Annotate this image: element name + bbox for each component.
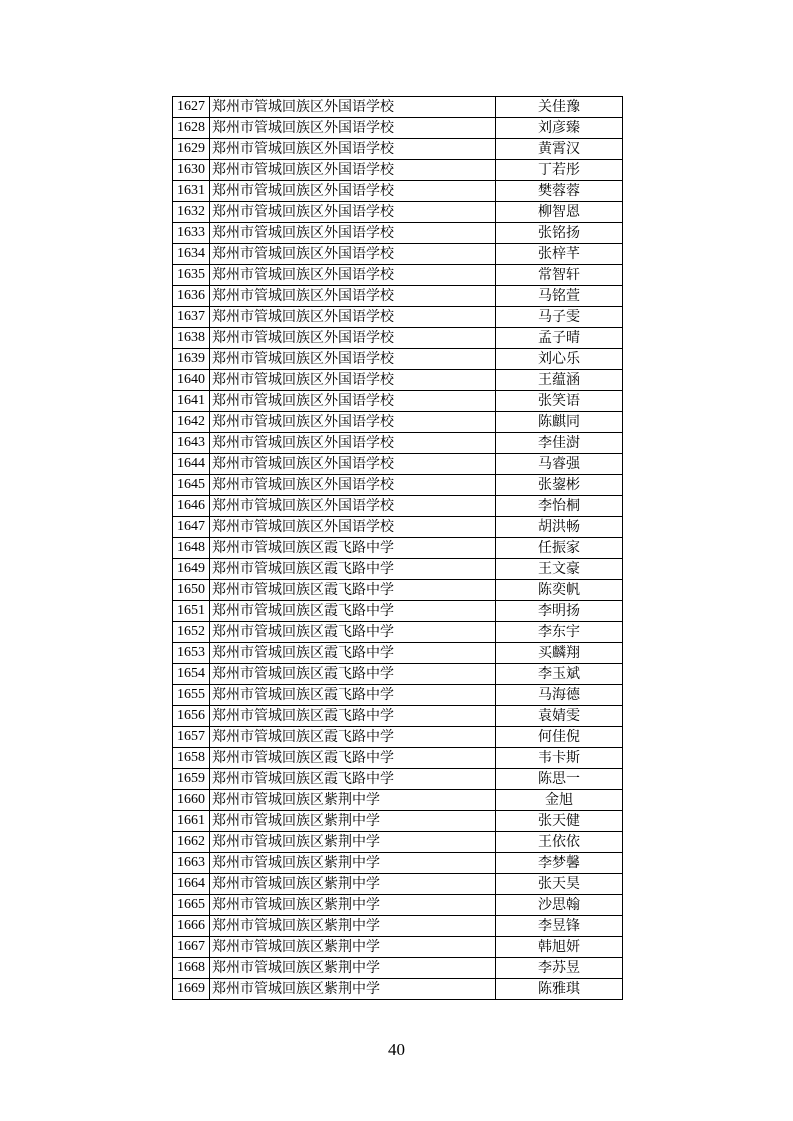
table-row (173, 517, 623, 538)
student-name-cell: 王依依 (496, 832, 623, 853)
row-number-cell: 1667 (173, 937, 210, 958)
row-number-cell: 1647 (173, 517, 210, 538)
table-row (173, 118, 623, 139)
student-name-cell: 关佳豫 (496, 97, 623, 118)
row-number-cell: 1639 (173, 349, 210, 370)
school-cell: 郑州市管城回族区外国语学校 (210, 223, 496, 244)
table-row (173, 496, 623, 517)
student-name-cell: 李玉斌 (496, 664, 623, 685)
row-number-cell: 1650 (173, 580, 210, 601)
school-cell: 郑州市管城回族区霞飞路中学 (210, 685, 496, 706)
school-cell: 郑州市管城回族区紫荆中学 (210, 790, 496, 811)
student-name-cell: 张铭扬 (496, 223, 623, 244)
school-cell: 郑州市管城回族区紫荆中学 (210, 916, 496, 937)
student-name-cell: 张天昊 (496, 874, 623, 895)
school-cell: 郑州市管城回族区紫荆中学 (210, 937, 496, 958)
school-cell: 郑州市管城回族区外国语学校 (210, 412, 496, 433)
school-cell: 郑州市管城回族区紫荆中学 (210, 958, 496, 979)
table-row (173, 769, 623, 790)
row-number-cell: 1629 (173, 139, 210, 160)
school-cell: 郑州市管城回族区紫荆中学 (210, 811, 496, 832)
table-row (173, 643, 623, 664)
page-number: 40 (388, 1040, 405, 1059)
student-name-cell: 陈思一 (496, 769, 623, 790)
school-cell: 郑州市管城回族区外国语学校 (210, 496, 496, 517)
table-row (173, 454, 623, 475)
row-number-cell: 1633 (173, 223, 210, 244)
row-number-cell: 1634 (173, 244, 210, 265)
school-cell: 郑州市管城回族区外国语学校 (210, 286, 496, 307)
school-cell: 郑州市管城回族区外国语学校 (210, 265, 496, 286)
row-number-cell: 1661 (173, 811, 210, 832)
student-name-cell: 张笑语 (496, 391, 623, 412)
school-cell: 郑州市管城回族区外国语学校 (210, 118, 496, 139)
table-row (173, 202, 623, 223)
table-row (173, 727, 623, 748)
school-cell: 郑州市管城回族区霞飞路中学 (210, 580, 496, 601)
row-number-cell: 1649 (173, 559, 210, 580)
school-cell: 郑州市管城回族区霞飞路中学 (210, 706, 496, 727)
student-name-cell: 柳智恩 (496, 202, 623, 223)
school-cell: 郑州市管城回族区外国语学校 (210, 244, 496, 265)
row-number-cell: 1630 (173, 160, 210, 181)
student-name-cell: 刘彦臻 (496, 118, 623, 139)
table-row (173, 979, 623, 1000)
row-number-cell: 1659 (173, 769, 210, 790)
student-name-cell: 陈奕帆 (496, 580, 623, 601)
student-name-cell: 袁婧雯 (496, 706, 623, 727)
school-cell: 郑州市管城回族区霞飞路中学 (210, 601, 496, 622)
school-cell: 郑州市管城回族区外国语学校 (210, 307, 496, 328)
row-number-cell: 1641 (173, 391, 210, 412)
row-number-cell: 1652 (173, 622, 210, 643)
student-name-cell: 马睿强 (496, 454, 623, 475)
row-number-cell: 1653 (173, 643, 210, 664)
student-name-cell: 马子雯 (496, 307, 623, 328)
student-name-cell: 陈雅琪 (496, 979, 623, 1000)
row-number-cell: 1665 (173, 895, 210, 916)
school-cell: 郑州市管城回族区外国语学校 (210, 181, 496, 202)
table-row (173, 97, 623, 118)
table-row (173, 160, 623, 181)
student-name-cell: 孟子晴 (496, 328, 623, 349)
table-row (173, 853, 623, 874)
row-number-cell: 1640 (173, 370, 210, 391)
student-name-cell: 李怡桐 (496, 496, 623, 517)
school-cell: 郑州市管城回族区外国语学校 (210, 475, 496, 496)
table-row (173, 223, 623, 244)
table-row (173, 349, 623, 370)
row-number-cell: 1654 (173, 664, 210, 685)
row-number-cell: 1657 (173, 727, 210, 748)
student-name-cell: 王文豪 (496, 559, 623, 580)
student-name-cell: 李东宇 (496, 622, 623, 643)
row-number-cell: 1662 (173, 832, 210, 853)
row-number-cell: 1631 (173, 181, 210, 202)
row-number-cell: 1663 (173, 853, 210, 874)
student-name-cell: 李梦馨 (496, 853, 623, 874)
student-name-cell: 李佳澍 (496, 433, 623, 454)
table-row (173, 916, 623, 937)
row-number-cell: 1644 (173, 454, 210, 475)
table-row (173, 412, 623, 433)
table-row (173, 895, 623, 916)
school-cell: 郑州市管城回族区紫荆中学 (210, 874, 496, 895)
school-cell: 郑州市管城回族区外国语学校 (210, 97, 496, 118)
school-cell: 郑州市管城回族区外国语学校 (210, 349, 496, 370)
table-row (173, 664, 623, 685)
student-name-cell: 沙思翰 (496, 895, 623, 916)
table-row (173, 580, 623, 601)
student-name-cell: 何佳倪 (496, 727, 623, 748)
table-row (173, 685, 623, 706)
school-cell: 郑州市管城回族区霞飞路中学 (210, 664, 496, 685)
table-row (173, 937, 623, 958)
student-name-cell: 陈麒同 (496, 412, 623, 433)
row-number-cell: 1635 (173, 265, 210, 286)
row-number-cell: 1643 (173, 433, 210, 454)
table-row (173, 601, 623, 622)
table-row (173, 265, 623, 286)
row-number-cell: 1646 (173, 496, 210, 517)
student-name-cell: 李明扬 (496, 601, 623, 622)
row-number-cell: 1660 (173, 790, 210, 811)
student-name-cell: 马海德 (496, 685, 623, 706)
student-name-cell: 黄霄汉 (496, 139, 623, 160)
table-row (173, 370, 623, 391)
student-name-cell: 任振家 (496, 538, 623, 559)
row-number-cell: 1666 (173, 916, 210, 937)
table-row (173, 328, 623, 349)
student-name-cell: 张天健 (496, 811, 623, 832)
school-cell: 郑州市管城回族区霞飞路中学 (210, 643, 496, 664)
school-cell: 郑州市管城回族区霞飞路中学 (210, 538, 496, 559)
table-row (173, 286, 623, 307)
row-number-cell: 1642 (173, 412, 210, 433)
row-number-cell: 1655 (173, 685, 210, 706)
student-name-cell: 韩旭妍 (496, 937, 623, 958)
school-cell: 郑州市管城回族区外国语学校 (210, 139, 496, 160)
row-number-cell: 1648 (173, 538, 210, 559)
row-number-cell: 1637 (173, 307, 210, 328)
row-number-cell: 1627 (173, 97, 210, 118)
school-cell: 郑州市管城回族区紫荆中学 (210, 853, 496, 874)
table-row (173, 538, 623, 559)
table-row (173, 748, 623, 769)
school-cell: 郑州市管城回族区紫荆中学 (210, 895, 496, 916)
school-cell: 郑州市管城回族区外国语学校 (210, 370, 496, 391)
row-number-cell: 1664 (173, 874, 210, 895)
row-number-cell: 1632 (173, 202, 210, 223)
row-number-cell: 1638 (173, 328, 210, 349)
student-name-cell: 王蕴涵 (496, 370, 623, 391)
student-name-cell: 常智轩 (496, 265, 623, 286)
school-cell: 郑州市管城回族区外国语学校 (210, 160, 496, 181)
school-cell: 郑州市管城回族区霞飞路中学 (210, 727, 496, 748)
student-name-cell: 李苏昱 (496, 958, 623, 979)
table-row (173, 433, 623, 454)
table-row (173, 475, 623, 496)
table-row (173, 811, 623, 832)
school-cell: 郑州市管城回族区外国语学校 (210, 517, 496, 538)
roster-body (173, 97, 623, 1000)
table-row (173, 832, 623, 853)
row-number-cell: 1656 (173, 706, 210, 727)
row-number-cell: 1628 (173, 118, 210, 139)
student-name-cell: 丁若彤 (496, 160, 623, 181)
student-name-cell: 金旭 (496, 790, 623, 811)
student-name-cell: 张鋆彬 (496, 475, 623, 496)
student-name-cell: 樊蓉蓉 (496, 181, 623, 202)
table-row (173, 874, 623, 895)
student-name-cell: 李昱锋 (496, 916, 623, 937)
school-cell: 郑州市管城回族区外国语学校 (210, 454, 496, 475)
row-number-cell: 1669 (173, 979, 210, 1000)
school-cell: 郑州市管城回族区外国语学校 (210, 328, 496, 349)
student-name-cell: 买麟翔 (496, 643, 623, 664)
table-row (173, 307, 623, 328)
student-name-cell: 刘心乐 (496, 349, 623, 370)
school-cell: 郑州市管城回族区霞飞路中学 (210, 769, 496, 790)
table-row (173, 139, 623, 160)
school-cell: 郑州市管城回族区外国语学校 (210, 433, 496, 454)
table-row (173, 559, 623, 580)
table-row (173, 706, 623, 727)
table-row (173, 958, 623, 979)
student-roster-table (172, 96, 623, 1000)
table-row (173, 244, 623, 265)
row-number-cell: 1658 (173, 748, 210, 769)
school-cell: 郑州市管城回族区外国语学校 (210, 202, 496, 223)
row-number-cell: 1651 (173, 601, 210, 622)
table-row (173, 391, 623, 412)
school-cell: 郑州市管城回族区霞飞路中学 (210, 748, 496, 769)
table-row (173, 790, 623, 811)
student-name-cell: 张梓芊 (496, 244, 623, 265)
student-name-cell: 马铭萱 (496, 286, 623, 307)
school-cell: 郑州市管城回族区霞飞路中学 (210, 559, 496, 580)
school-cell: 郑州市管城回族区外国语学校 (210, 391, 496, 412)
school-cell: 郑州市管城回族区紫荆中学 (210, 832, 496, 853)
table-row (173, 181, 623, 202)
student-name-cell: 胡洪畅 (496, 517, 623, 538)
row-number-cell: 1668 (173, 958, 210, 979)
row-number-cell: 1636 (173, 286, 210, 307)
student-name-cell: 韦卡斯 (496, 748, 623, 769)
school-cell: 郑州市管城回族区霞飞路中学 (210, 622, 496, 643)
row-number-cell: 1645 (173, 475, 210, 496)
table-row (173, 622, 623, 643)
school-cell: 郑州市管城回族区紫荆中学 (210, 979, 496, 1000)
